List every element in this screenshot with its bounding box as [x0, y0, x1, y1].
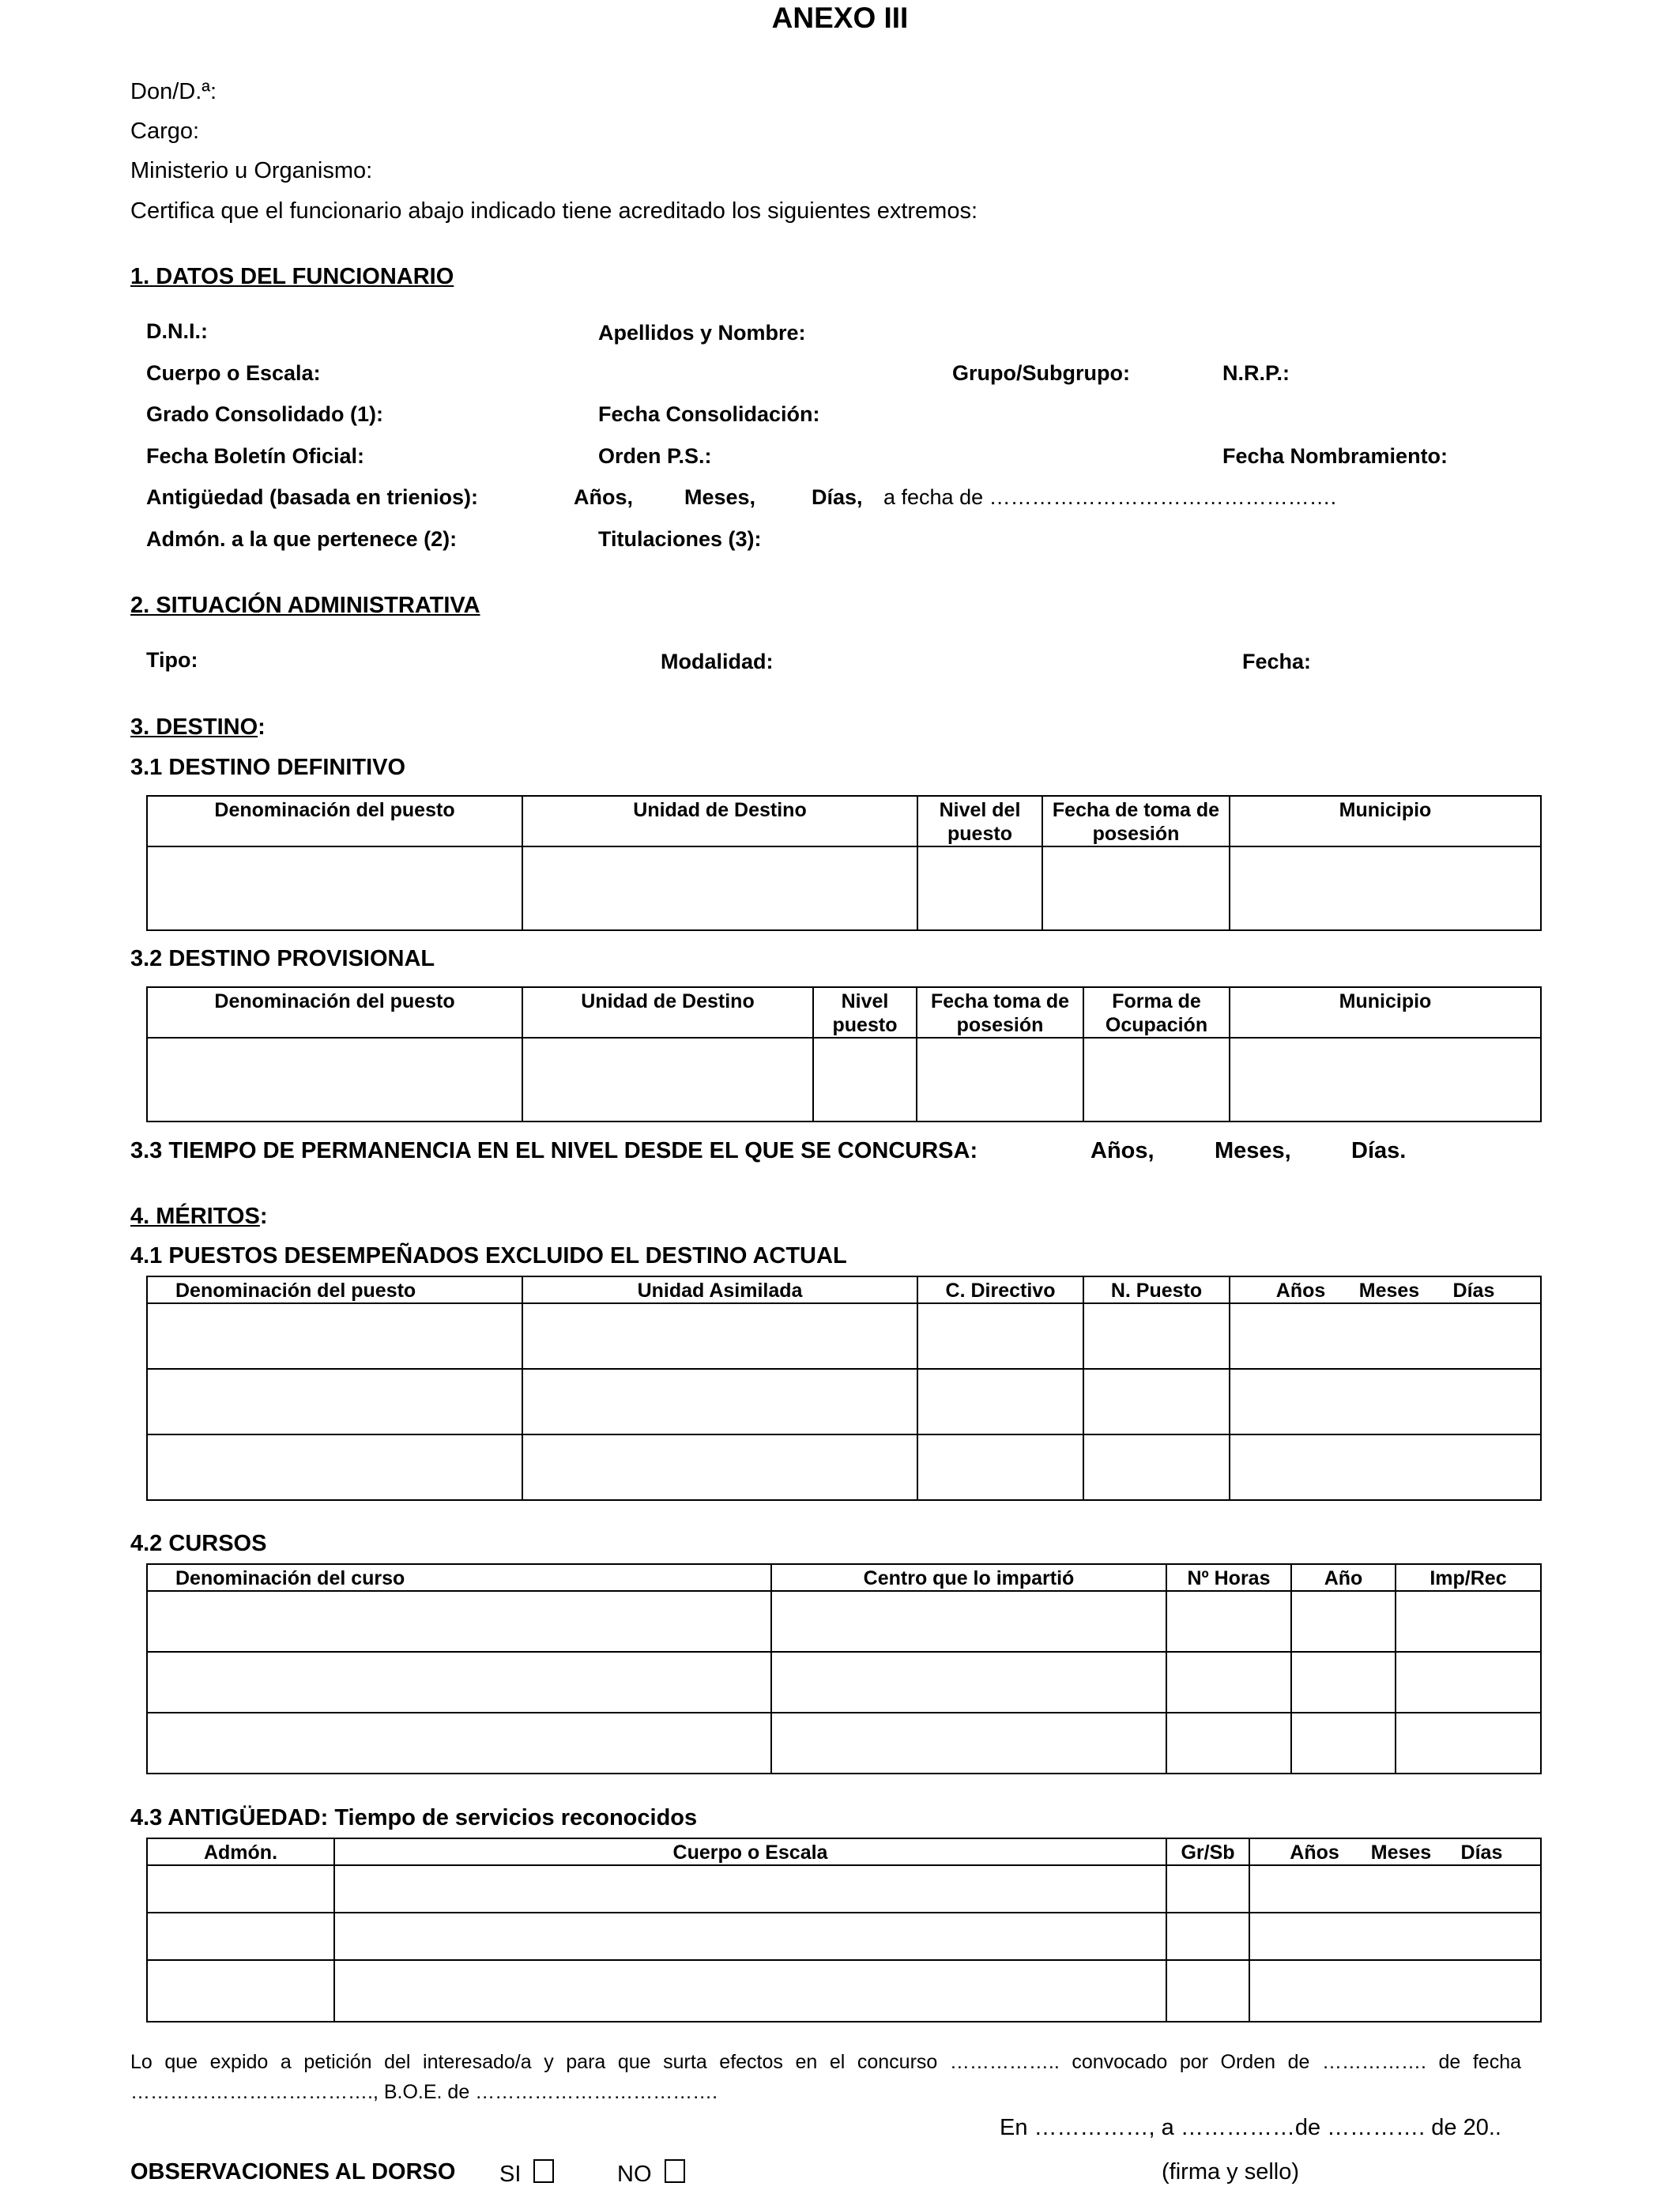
col-header: Gr/Sb: [1166, 1838, 1249, 1865]
table-cell[interactable]: [1166, 1652, 1291, 1713]
destino-definitivo-heading: 3.1 DESTINO DEFINITIVO: [130, 755, 406, 780]
permanencia-heading: 3.3 TIEMPO DE PERMANENCIA EN EL NIVEL DESDE EL QUE SE CONCURSA:: [130, 1138, 978, 1163]
col-header: Denominación del puesto: [147, 987, 522, 1038]
section2-heading: 2. SITUACIÓN ADMINISTRATIVA: [130, 593, 480, 618]
col-header-group: [1230, 1276, 1541, 1303]
puestos-table: [146, 1276, 1542, 1501]
apellidos-label: Apellidos y Nombre:: [598, 321, 806, 345]
dni-label: D.N.I.:: [146, 319, 208, 343]
puestos-heading: 4.1 PUESTOS DESEMPEÑADOS EXCLUIDO EL DESTINO ACTUAL: [130, 1243, 847, 1269]
fecha-nombramiento-label: Fecha Nombramiento:: [1222, 444, 1448, 468]
fecha-boletin-label: Fecha Boletín Oficial:: [146, 444, 365, 468]
table-cell[interactable]: [522, 1303, 917, 1369]
antiguedad-anos: Años,: [574, 485, 634, 509]
cargo-label: Cargo:: [130, 119, 200, 144]
col-header: Años: [1275, 1280, 1326, 1302]
col-header: Cuerpo o Escala: [334, 1838, 1166, 1865]
table-cell[interactable]: [147, 1865, 334, 1913]
col-header: Centro que lo impartió: [771, 1564, 1166, 1591]
antiguedad-label: Antigüedad (basada en trienios):: [146, 485, 479, 509]
permanencia-meses: Meses,: [1215, 1138, 1291, 1163]
table-row: [147, 1038, 1541, 1122]
admon-label: Admón. a la que pertenece (2):: [146, 527, 458, 551]
observaciones-si: [499, 2159, 554, 2188]
table-cell[interactable]: [1083, 1369, 1230, 1434]
col-header: Nivel del puesto: [917, 796, 1042, 846]
table-row: [147, 1960, 1541, 2022]
place-date-line: En ……………, a ……………de …………. de 20..: [1000, 2115, 1501, 2140]
col-header: Denominación del puesto: [147, 1276, 522, 1303]
table-cell[interactable]: [1083, 1434, 1230, 1500]
table-row: [147, 1369, 1541, 1434]
section4-heading-colon: :: [259, 1204, 268, 1229]
no-label: NO: [617, 2162, 652, 2187]
section3-heading-colon: :: [258, 714, 266, 740]
table-cell[interactable]: [147, 1713, 771, 1774]
table-cell[interactable]: [1230, 1303, 1541, 1369]
table-cell[interactable]: [1291, 1591, 1396, 1652]
table-cell[interactable]: [147, 1038, 522, 1122]
table-cell[interactable]: [522, 1434, 917, 1500]
permanencia-anos: Años,: [1090, 1138, 1155, 1163]
table-cell[interactable]: [1396, 1652, 1541, 1713]
col-header: Años: [1290, 1842, 1339, 1864]
don-label: Don/D.ª:: [130, 79, 217, 104]
table-cell[interactable]: [1042, 846, 1230, 930]
destino-provisional-table: [146, 986, 1542, 1122]
table-cell[interactable]: [1083, 1303, 1230, 1369]
table-row: [147, 1591, 1541, 1652]
col-header: Nº Horas: [1166, 1564, 1291, 1591]
table-cell[interactable]: [1249, 1960, 1541, 2022]
col-header: Año: [1291, 1564, 1396, 1591]
table-cell[interactable]: [1396, 1713, 1541, 1774]
col-header: Días: [1452, 1280, 1495, 1302]
table-cell[interactable]: [917, 1434, 1083, 1500]
table-row: [147, 846, 1541, 930]
cursos-table: [146, 1563, 1542, 1774]
antiguedad-table: [146, 1838, 1542, 2022]
table-cell[interactable]: [771, 1591, 1166, 1652]
table-cell[interactable]: [1291, 1713, 1396, 1774]
table-cell[interactable]: [1230, 1434, 1541, 1500]
titulaciones-label: Titulaciones (3):: [598, 527, 762, 551]
col-header: Fecha de toma de posesión: [1042, 796, 1230, 846]
cursos-heading: 4.2 CURSOS: [130, 1531, 267, 1556]
cuerpo-label: Cuerpo o Escala:: [146, 361, 321, 385]
table-cell[interactable]: [1083, 1038, 1230, 1122]
observaciones-label: OBSERVACIONES AL DORSO: [130, 2159, 456, 2185]
col-header: Meses: [1370, 1842, 1432, 1864]
page-title: ANEXO III: [771, 2, 909, 34]
table-cell[interactable]: [147, 1434, 522, 1500]
table-cell[interactable]: [917, 1369, 1083, 1434]
table-cell[interactable]: [1249, 1865, 1541, 1913]
firma-sello-label: (firma y sello): [1162, 2159, 1300, 2185]
table-cell[interactable]: [1166, 1591, 1291, 1652]
section1-heading: 1. DATOS DEL FUNCIONARIO: [130, 264, 454, 289]
section3-heading-text: 3. DESTINO: [130, 714, 258, 740]
col-header: C. Directivo: [917, 1276, 1083, 1303]
col-header: N. Puesto: [1083, 1276, 1230, 1303]
table-cell[interactable]: [147, 1591, 771, 1652]
col-header: Municipio: [1230, 987, 1541, 1038]
section4-heading: [130, 1204, 268, 1230]
grado-label: Grado Consolidado (1):: [146, 402, 383, 426]
ministerio-label: Ministerio u Organismo:: [130, 158, 373, 183]
col-header: Meses: [1358, 1280, 1420, 1302]
modalidad-label: Modalidad:: [661, 650, 774, 673]
table-cell[interactable]: [1396, 1591, 1541, 1652]
table-cell[interactable]: [771, 1713, 1166, 1774]
tipo-label: Tipo:: [146, 648, 198, 672]
table-cell[interactable]: [147, 1913, 334, 1960]
col-header: Días: [1460, 1842, 1503, 1864]
table-cell[interactable]: [1249, 1913, 1541, 1960]
col-header: Fecha toma de posesión: [917, 987, 1083, 1038]
table-row: [147, 1865, 1541, 1913]
antiguedad-heading: 4.3 ANTIGÜEDAD: Tiempo de servicios reconocidos: [130, 1805, 698, 1830]
table-row: [147, 1652, 1541, 1713]
col-header: Imp/Rec: [1396, 1564, 1541, 1591]
table-cell[interactable]: [147, 1303, 522, 1369]
table-cell[interactable]: [522, 1369, 917, 1434]
table-cell[interactable]: [334, 1960, 1166, 2022]
no-checkbox[interactable]: [665, 2159, 685, 2183]
table-cell[interactable]: [917, 846, 1042, 930]
table-row: [147, 1713, 1541, 1774]
table-cell[interactable]: [334, 1865, 1166, 1913]
antiguedad-fecha: a fecha de ………………………………………….: [883, 485, 1337, 509]
section3-heading: [130, 714, 266, 741]
destino-definitivo-table: [146, 795, 1542, 931]
table-cell[interactable]: [147, 846, 522, 930]
orden-ps-label: Orden P.S.:: [598, 444, 712, 468]
table-cell[interactable]: [1166, 1713, 1291, 1774]
col-header: Denominación del curso: [147, 1564, 771, 1591]
certifica-text: Certifica que el funcionario abajo indicado tiene acreditado los siguientes extremos:: [130, 198, 978, 224]
permanencia-dias: Días.: [1351, 1138, 1407, 1163]
expide-paragraph: Lo que expido a petición del interesado/a y para que surta efectos en el concurso …………….. convocado por Orden de ……………. de fecha ………………………………., B.O.E. de ……………………………….: [130, 2051, 1521, 2103]
table-cell[interactable]: [1291, 1652, 1396, 1713]
section4-heading-text: 4. MÉRITOS: [130, 1204, 260, 1229]
grupo-label: Grupo/Subgrupo:: [952, 361, 1130, 385]
col-header: Forma de Ocupación: [1083, 987, 1230, 1038]
table-cell[interactable]: [147, 1652, 771, 1713]
nrp-label: N.R.P.:: [1222, 361, 1290, 385]
table-cell[interactable]: [1166, 1960, 1249, 2022]
table-cell[interactable]: [1166, 1913, 1249, 1960]
antiguedad-dias: Días,: [812, 485, 863, 509]
antiguedad-meses: Meses,: [684, 485, 756, 509]
table-cell[interactable]: [522, 846, 917, 930]
table-row: [147, 1434, 1541, 1500]
si-checkbox[interactable]: [533, 2159, 554, 2183]
si-label: SI: [499, 2162, 522, 2187]
col-header: Municipio: [1230, 796, 1541, 846]
table-cell[interactable]: [147, 1369, 522, 1434]
table-row: [147, 1913, 1541, 1960]
col-header: Denominación del puesto: [147, 796, 522, 846]
table-cell[interactable]: [1166, 1865, 1249, 1913]
table-cell[interactable]: [1230, 1038, 1541, 1122]
col-header: Unidad Asimilada: [522, 1276, 917, 1303]
table-cell[interactable]: [147, 1960, 334, 2022]
table-cell[interactable]: [917, 1303, 1083, 1369]
table-cell[interactable]: [1230, 846, 1541, 930]
destino-provisional-heading: 3.2 DESTINO PROVISIONAL: [130, 946, 435, 971]
table-cell[interactable]: [522, 1038, 813, 1122]
col-header: Nivel puesto: [813, 987, 917, 1038]
table-cell[interactable]: [334, 1913, 1166, 1960]
fecha-consolidacion-label: Fecha Consolidación:: [598, 402, 820, 426]
table-cell[interactable]: [771, 1652, 1166, 1713]
col-header: Unidad de Destino: [522, 987, 813, 1038]
col-header-group: [1249, 1838, 1541, 1865]
table-cell[interactable]: [1230, 1369, 1541, 1434]
col-header: Unidad de Destino: [522, 796, 917, 846]
fecha-label: Fecha:: [1242, 650, 1312, 673]
observaciones-no: [617, 2159, 685, 2188]
table-cell[interactable]: [917, 1038, 1083, 1122]
col-header: Admón.: [147, 1838, 334, 1865]
table-row: [147, 1303, 1541, 1369]
table-cell[interactable]: [813, 1038, 917, 1122]
